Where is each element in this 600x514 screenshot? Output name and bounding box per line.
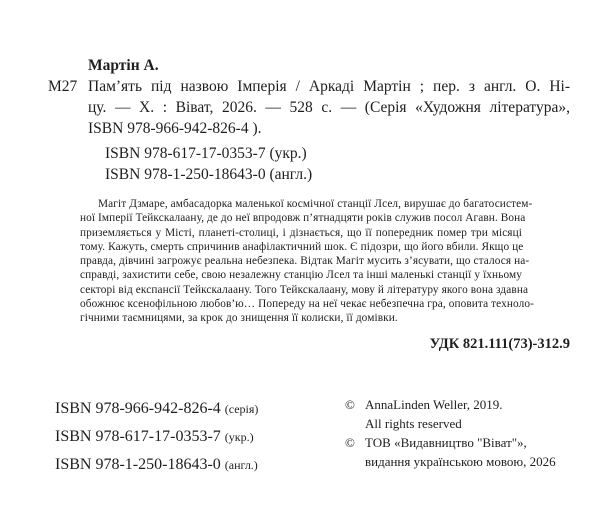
- isbn-block: [105, 143, 570, 185]
- record-line: ISBN 978-966-942-826-4 ).: [88, 120, 262, 137]
- annotation-line: секторі від експансії Тейкскалаану. Того Тейкскалаану, мову й літературу якого вона здавна: [80, 283, 529, 296]
- isbn-number: ISBN 978-617-17-0353-7: [55, 427, 221, 445]
- copyright-line: ТОВ «Видавництво "Віват"», видання українською мовою, 2026: [365, 434, 556, 469]
- copyright-symbol: ©: [345, 396, 355, 412]
- isbn-qualifier: (укр.): [224, 429, 254, 444]
- annotation-line: справді, захистити себе, свою незалежну станцію Лсел та інші маленькі станції у їхньому: [80, 269, 522, 282]
- author-heading: Мартін А.: [88, 57, 159, 74]
- isbn-number: ISBN 978-966-942-826-4: [55, 399, 221, 417]
- copyright-text: [365, 395, 560, 433]
- record-line: цу. — Х. : Віват, 2026. — 528 с. — (Серія «Художня література»,: [88, 99, 570, 116]
- copyright-line: AnnaLinden Weller, 2019.: [365, 396, 503, 412]
- isbn-number: ISBN 978-1-250-18643-0: [55, 455, 221, 473]
- copyright-text: [365, 433, 560, 471]
- catalog-code: М27: [48, 78, 78, 95]
- copyright-publisher: [345, 433, 570, 471]
- annotation-line: правда, дівчині загрожує реальна небезпека. Відтак Магіт мусить з’ясувати, що сталося на-: [80, 255, 530, 268]
- isbn-line-eng: ISBN 978-1-250-18643-0 (англ.): [105, 166, 313, 183]
- annotation-line: обожнює ксенофільною любов’ю… Попереду на неї чекає небезпечна гра, оповита техноло-: [80, 298, 534, 311]
- isbn-line-ukr: ISBN 978-617-17-0353-7 (укр.): [105, 145, 307, 162]
- footer: [48, 395, 570, 479]
- copyright-line: All rights reserved: [365, 415, 462, 431]
- isbn-qualifier: (серія): [224, 401, 259, 416]
- annotation-line: Магіт Дзмаре, амбасадорка маленької космічної станції Лсел, вирушає до багатосистем-: [98, 198, 533, 210]
- copyright-block: [345, 395, 570, 479]
- bibliographic-record: [48, 76, 570, 139]
- footer-isbn-list: [55, 395, 345, 479]
- copyright-symbol: ©: [345, 434, 355, 450]
- annotation-line: приземляється у Місті, планеті-столиці, і дізнається, що її попередник помер три місяці: [80, 226, 522, 239]
- annotation-line: гічними таємницями, за крок до знищення її колиски, її домівки.: [80, 312, 398, 325]
- annotation-line: тому. Кажуть, смерть спричинив анафілактичний шок. Є підозри, що його вбили. Якщо це: [80, 240, 524, 253]
- copyright-author: [345, 395, 570, 433]
- annotation-line: ної Імперії Тейкскалаану, де до неї впродовж п’ятнадцяти років служив посол Агавн. Вона: [80, 212, 526, 225]
- footer-isbn-ukr: [55, 423, 345, 451]
- footer-isbn-series: [55, 395, 345, 423]
- isbn-qualifier: (англ.): [224, 457, 258, 472]
- footer-isbn-eng: [55, 451, 345, 479]
- annotation: [80, 197, 534, 326]
- udc-code: УДК 821.111(73)-312.9: [429, 335, 570, 352]
- record-line: Пам’ять під назвою Імперія / Аркаді Мартін ; пер. з англ. О. Ні-: [88, 78, 570, 95]
